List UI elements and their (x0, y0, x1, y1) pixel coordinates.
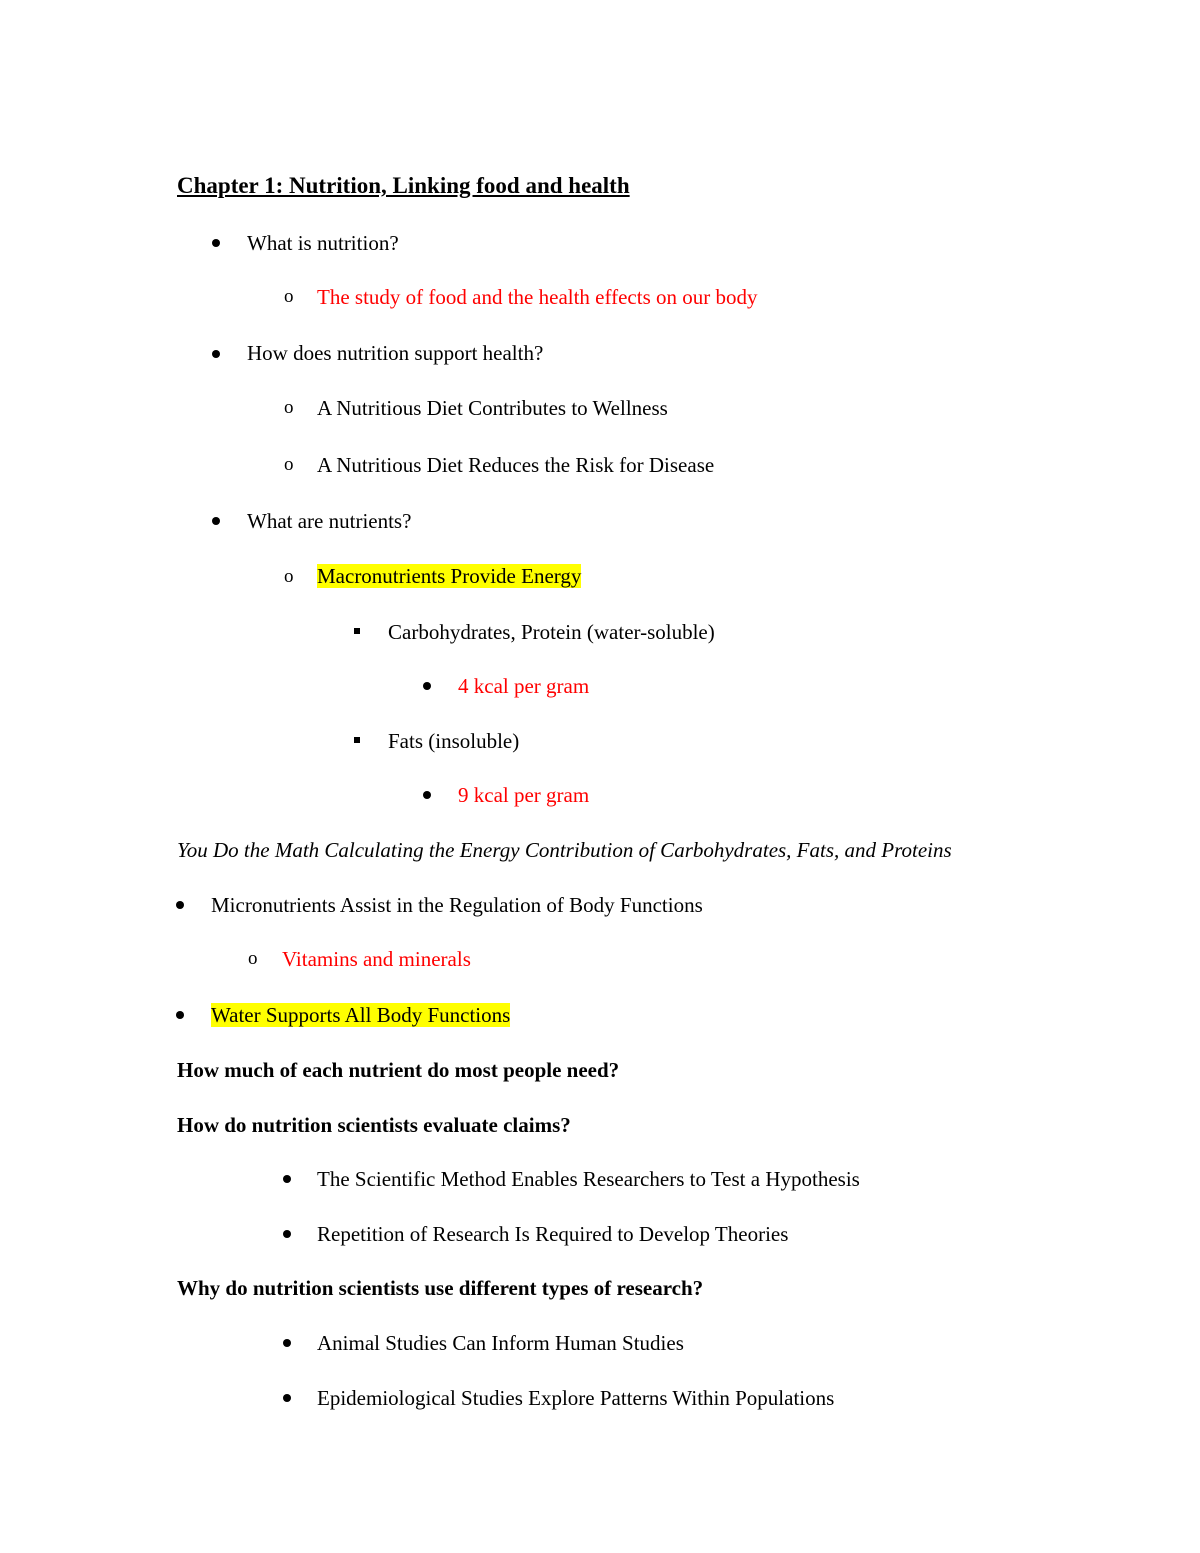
bullet-icon (212, 350, 220, 358)
bullet-icon (212, 517, 220, 525)
square-bullet-icon (354, 628, 360, 634)
question-support-health: How does nutrition support health? (247, 341, 544, 365)
bullet-icon (212, 239, 220, 247)
heading-evaluate-claims: How do nutrition scientists evaluate claims? (177, 1113, 571, 1137)
hollow-bullet-icon: o (284, 286, 294, 307)
bullet-icon (283, 1230, 291, 1238)
page-title: Chapter 1: Nutrition, Linking food and health (177, 173, 630, 198)
hollow-bullet-icon: o (284, 454, 294, 475)
hollow-bullet-icon: o (248, 948, 258, 969)
item-animal-studies: Animal Studies Can Inform Human Studies (317, 1331, 684, 1355)
item-fats: Fats (insoluble) (388, 729, 520, 753)
heading-types-research: Why do nutrition scientists use different types of research? (177, 1276, 704, 1300)
bullet-icon (283, 1394, 291, 1402)
item-repetition: Repetition of Research Is Required to Develop Theories (317, 1222, 789, 1246)
item-contributes-wellness: A Nutritious Diet Contributes to Wellness (317, 396, 668, 420)
item-vitamins-minerals: Vitamins and minerals (282, 947, 471, 971)
answer-study-of-food: The study of food and the health effects on our body (317, 285, 758, 309)
item-macronutrients (317, 562, 581, 590)
bullet-icon (283, 1175, 291, 1183)
heading-how-much: How much of each nutrient do most people need? (177, 1058, 620, 1082)
bullet-icon (283, 1339, 291, 1347)
highlighted-text: Water Supports All Body Functions (211, 1003, 511, 1027)
question-what-are-nutrients: What are nutrients? (247, 509, 412, 533)
hollow-bullet-icon: o (284, 566, 294, 587)
item-epidemiological: Epidemiological Studies Explore Patterns Within Populations (317, 1386, 835, 1410)
item-carbs-protein: Carbohydrates, Protein (water-soluble) (388, 620, 715, 644)
math-note: You Do the Math Calculating the Energy Contribution of Carbohydrates, Fats, and Proteins (177, 838, 952, 862)
item-fats-kcal: 9 kcal per gram (458, 783, 590, 807)
hollow-bullet-icon: o (284, 397, 294, 418)
square-bullet-icon (354, 737, 360, 743)
bullet-icon (176, 1011, 184, 1019)
bullet-icon (423, 791, 431, 799)
question-what-is-nutrition: What is nutrition? (247, 231, 399, 255)
bullet-icon (176, 901, 184, 909)
item-scientific-method: The Scientific Method Enables Researchers to Test a Hypothesis (317, 1167, 860, 1191)
bullet-icon (423, 682, 431, 690)
item-micronutrients: Micronutrients Assist in the Regulation of Body Functions (211, 893, 703, 917)
item-carbs-kcal: 4 kcal per gram (458, 674, 590, 698)
item-water (211, 1001, 510, 1029)
item-reduces-risk: A Nutritious Diet Reduces the Risk for Disease (317, 453, 715, 477)
highlighted-text: Macronutrients Provide Energy (317, 564, 582, 588)
